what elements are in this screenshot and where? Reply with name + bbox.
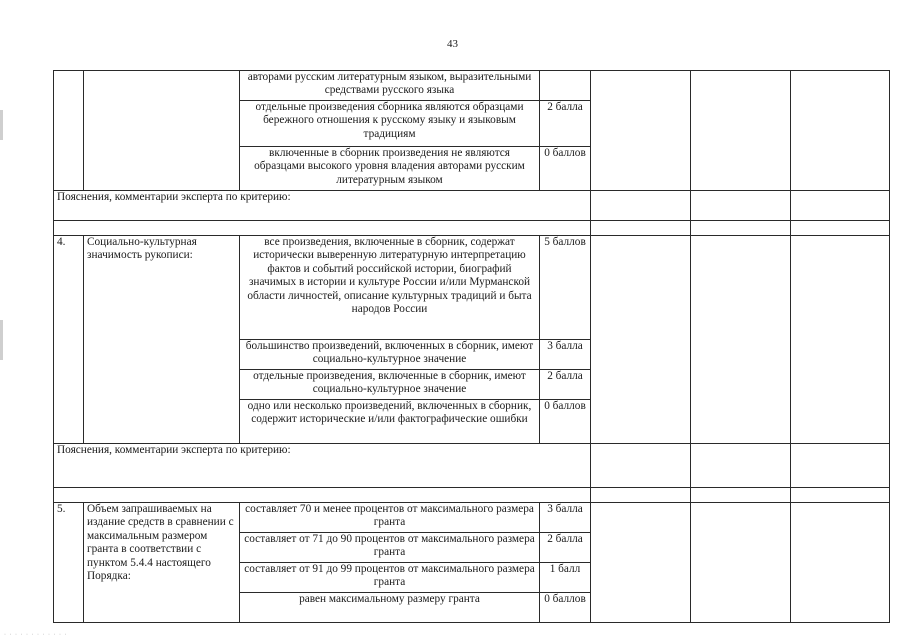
row-gap <box>54 221 890 236</box>
criterion4-name: Социально-культурная значимость рукописи: <box>84 236 240 444</box>
criterion5-description: равен максимальному размеру гранта <box>240 593 540 623</box>
criterion4-description: все произведения, включенные в сборник, содержат исторически выверенную литературную интерпретацию фактов и событий российской истории, биографий значимых в истории и культуре России и/или Мурманской области личностей, описание культурных традиций и быта народов России <box>240 236 540 340</box>
criterion5-description: составляет от 91 до 99 процентов от максимального размера гранта <box>240 563 540 593</box>
criterion5-description: составляет от 71 до 90 процентов от максимального размера гранта <box>240 533 540 563</box>
expert-comment-cell <box>591 191 691 221</box>
scan-footer-artifact: · · · · · · · · · · · · <box>4 632 68 638</box>
expert-score-cell <box>791 71 890 191</box>
scan-edge-mark <box>0 110 3 140</box>
criterion4-description: большинство произведений, включенных в сборник, имеют социально-культурное значение <box>240 340 540 370</box>
expert-score-cell <box>691 71 791 191</box>
expert-comment-cell <box>791 191 890 221</box>
criterion3-score: 2 балла <box>540 101 591 147</box>
criteria-evaluation-table <box>53 70 890 623</box>
expert-score-cell <box>591 503 691 623</box>
criterion3-row <box>54 71 890 101</box>
criterion3-description: отдельные произведения сборника являются образцами бережного отношения к русскому языку и языковым традициям <box>240 101 540 147</box>
criterion5-description: составляет 70 и менее процентов от максимального размера гранта <box>240 503 540 533</box>
criterion3-comment-row <box>54 191 890 221</box>
criterion3-description: авторами русским литературным языком, выразительными средствами русского языка <box>240 71 540 101</box>
expert-score-cell <box>691 503 791 623</box>
criterion4-score: 0 баллов <box>540 400 591 444</box>
criterion3-name-cell <box>84 71 240 191</box>
criterion5-row <box>54 503 890 533</box>
criterion5-score: 2 балла <box>540 533 591 563</box>
expert-score-cell <box>591 236 691 444</box>
criterion4-description: одно или несколько произведений, включенных в сборник, содержит исторические и/или фактографические ошибки <box>240 400 540 444</box>
criterion5-number: 5. <box>54 503 84 623</box>
criterion5-score: 1 балл <box>540 563 591 593</box>
criterion4-description: отдельные произведения, включенные в сборник, имеют социально-культурное значение <box>240 370 540 400</box>
expert-score-cell <box>791 236 890 444</box>
expert-score-cell <box>591 71 691 191</box>
criterion5-score: 3 балла <box>540 503 591 533</box>
page-number: 43 <box>447 38 458 50</box>
criterion4-score: 3 балла <box>540 340 591 370</box>
expert-comment-cell <box>691 444 791 488</box>
criterion3-description: включенные в сборник произведения не являются образцами высокого уровня владения авторами русским литературным языком <box>240 147 540 191</box>
expert-comment-label: Пояснения, комментарии эксперта по критерию: <box>54 444 591 488</box>
criterion3-score: 0 баллов <box>540 147 591 191</box>
expert-comment-cell <box>691 191 791 221</box>
criterion4-comment-row <box>54 444 890 488</box>
row-gap <box>54 488 890 503</box>
criterion4-score: 2 балла <box>540 370 591 400</box>
scan-edge-mark <box>0 320 3 360</box>
criterion5-name: Объем запрашиваемых на издание средств в сравнении с максимальным размером гранта в соответствии с пунктом 5.4.4 настоящего Порядка: <box>84 503 240 623</box>
criterion3-score <box>540 71 591 101</box>
criterion3-number-cell <box>54 71 84 191</box>
expert-comment-label: Пояснения, комментарии эксперта по критерию: <box>54 191 591 221</box>
criterion5-score: 0 баллов <box>540 593 591 623</box>
expert-score-cell <box>791 503 890 623</box>
expert-score-cell <box>691 236 791 444</box>
expert-comment-cell <box>591 444 691 488</box>
criterion4-number: 4. <box>54 236 84 444</box>
criterion4-score: 5 баллов <box>540 236 591 340</box>
criterion4-row <box>54 236 890 340</box>
expert-comment-cell <box>791 444 890 488</box>
